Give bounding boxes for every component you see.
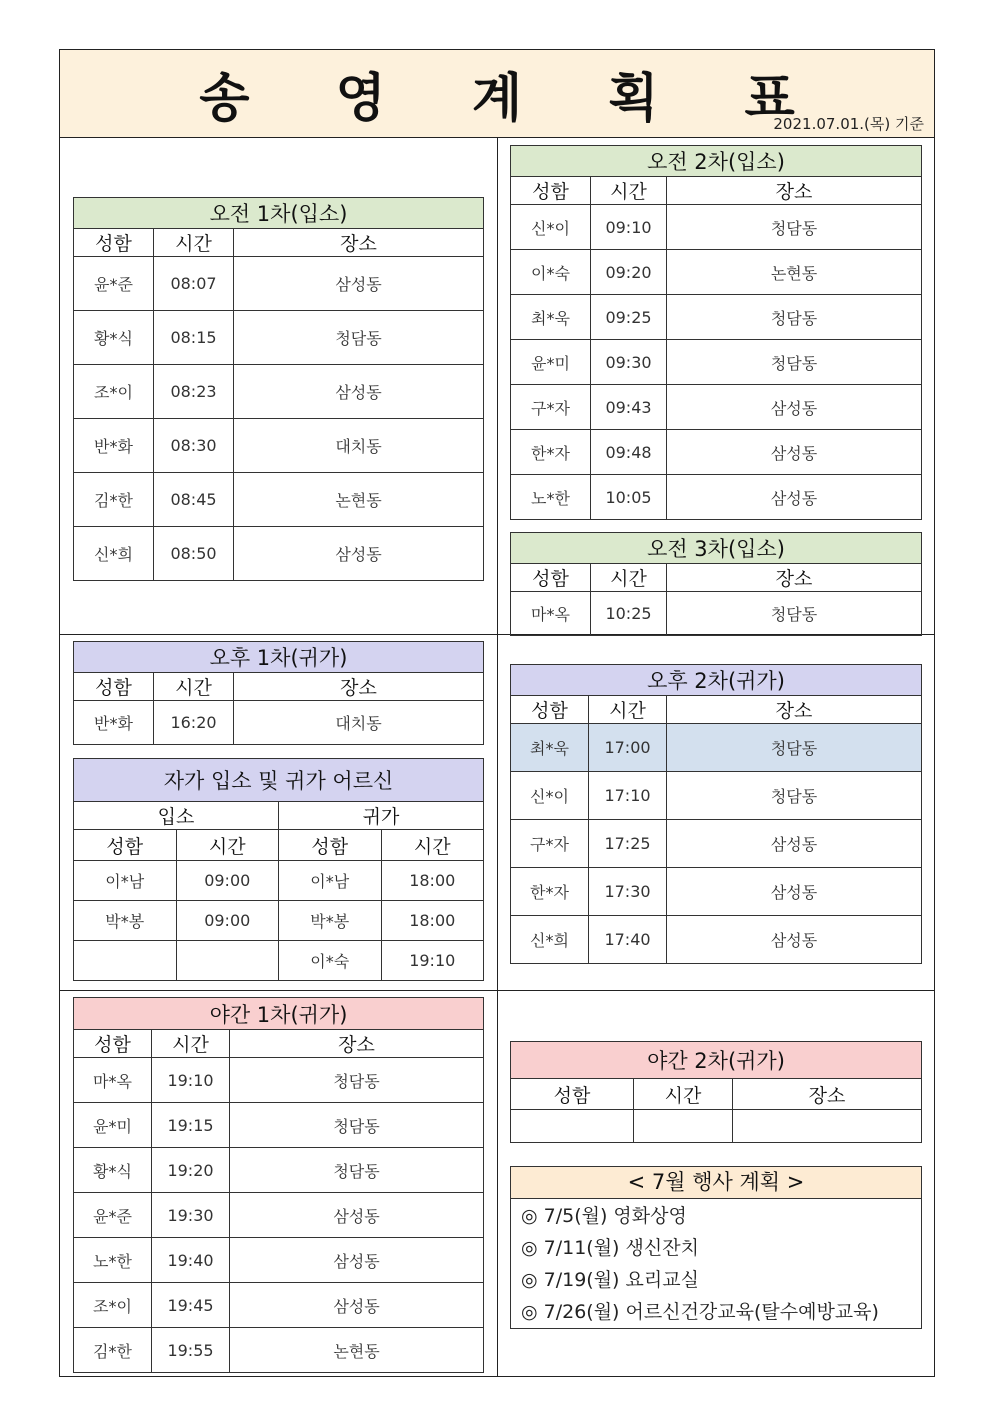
table-row xyxy=(511,772,922,820)
out-time-cell: 18:00 xyxy=(381,861,484,901)
col-name-header: 성함 xyxy=(74,229,154,257)
pm2-table xyxy=(510,664,922,964)
table-row xyxy=(74,1058,484,1103)
place-cell: 논현동 xyxy=(234,473,484,527)
time-cell: 17:40 xyxy=(589,916,667,964)
pm1-table xyxy=(73,641,484,745)
time-cell: 09:10 xyxy=(591,205,667,250)
table-row xyxy=(511,916,922,964)
place-cell: 삼성동 xyxy=(234,257,484,311)
time-cell: 08:15 xyxy=(154,311,234,365)
time-cell: 19:45 xyxy=(152,1283,230,1328)
name-cell: 마*옥 xyxy=(511,592,591,636)
self-caption: 자가 입소 및 귀가 어르신 xyxy=(74,759,484,802)
place-cell: 논현동 xyxy=(230,1328,484,1373)
time-cell: 08:45 xyxy=(154,473,234,527)
table-row xyxy=(511,430,922,475)
place-cell: 청담동 xyxy=(667,205,922,250)
col-place-header: 장소 xyxy=(230,1030,484,1058)
table-row xyxy=(74,701,484,745)
self-out-header: 귀가 xyxy=(279,802,484,830)
table-row xyxy=(511,340,922,385)
night1-table xyxy=(73,997,484,1373)
table-row xyxy=(74,1283,484,1328)
column-divider xyxy=(497,138,498,1377)
time-cell: 17:10 xyxy=(589,772,667,820)
col-name-header: 성함 xyxy=(511,696,589,724)
row-divider xyxy=(59,990,935,991)
in-time-cell xyxy=(176,941,279,981)
page-header xyxy=(59,49,935,138)
name-cell: 최*욱 xyxy=(511,295,591,340)
name-cell: 신*이 xyxy=(511,205,591,250)
table-row xyxy=(74,1238,484,1283)
event-item: ◎ 7/26(월) 어르신건강교육(탈수예방교육) xyxy=(521,1301,879,1323)
name-cell: 마*옥 xyxy=(74,1058,152,1103)
table-row xyxy=(74,365,484,419)
place-cell: 삼성동 xyxy=(230,1193,484,1238)
col-name-header: 성함 xyxy=(511,177,591,205)
table-row xyxy=(74,311,484,365)
night2-caption: 야간 2차(귀가) xyxy=(511,1042,922,1079)
place-cell: 삼성동 xyxy=(230,1238,484,1283)
name-cell: 노*한 xyxy=(74,1238,152,1283)
time-cell: 10:05 xyxy=(591,475,667,520)
table-row xyxy=(511,868,922,916)
time-cell: 08:07 xyxy=(154,257,234,311)
name-cell: 한*자 xyxy=(511,430,591,475)
name-cell: 김*한 xyxy=(74,473,154,527)
place-cell: 청담동 xyxy=(667,592,922,636)
table-row xyxy=(511,592,922,636)
col-time-header: 시간 xyxy=(154,673,234,701)
col-time-header: 시간 xyxy=(591,564,667,592)
time-cell: 08:30 xyxy=(154,419,234,473)
pm2-caption: 오후 2차(귀가) xyxy=(511,665,922,696)
col-place-header: 장소 xyxy=(667,696,922,724)
am2-caption: 오전 2차(입소) xyxy=(511,146,922,177)
table-row xyxy=(74,861,484,901)
place-cell: 청담동 xyxy=(667,724,922,772)
event-plan-box xyxy=(510,1166,922,1329)
col-name-header: 성함 xyxy=(511,564,591,592)
table-row xyxy=(74,257,484,311)
in-time-cell: 09:00 xyxy=(176,901,279,941)
place-cell: 청담동 xyxy=(230,1103,484,1148)
col-time-header: 시간 xyxy=(634,1079,733,1110)
night1-caption: 야간 1차(귀가) xyxy=(74,998,484,1030)
time-cell: 09:25 xyxy=(591,295,667,340)
col-name-header: 성함 xyxy=(279,830,382,861)
time-cell: 08:50 xyxy=(154,527,234,581)
time-cell: 19:15 xyxy=(152,1103,230,1148)
table-row xyxy=(511,724,922,772)
name-cell: 한*자 xyxy=(511,868,589,916)
self-in-header: 입소 xyxy=(74,802,279,830)
place-cell: 대치동 xyxy=(234,419,484,473)
name-cell: 윤*미 xyxy=(511,340,591,385)
name-cell: 신*이 xyxy=(511,772,589,820)
out-name-cell: 이*남 xyxy=(279,861,382,901)
col-name-header: 성함 xyxy=(74,830,177,861)
table-row xyxy=(74,941,484,981)
table-row xyxy=(74,901,484,941)
name-cell: 김*한 xyxy=(74,1328,152,1373)
time-cell: 17:25 xyxy=(589,820,667,868)
name-cell: 신*희 xyxy=(511,916,589,964)
in-name-cell xyxy=(74,941,177,981)
place-cell: 청담동 xyxy=(230,1148,484,1193)
col-time-header: 시간 xyxy=(154,229,234,257)
base-date: 2021.07.01.(목) 기준 xyxy=(773,115,924,133)
col-name-header: 성함 xyxy=(511,1079,634,1110)
table-row xyxy=(74,1148,484,1193)
place-cell: 삼성동 xyxy=(230,1283,484,1328)
out-name-cell: 박*봉 xyxy=(279,901,382,941)
self-transport-table xyxy=(73,758,484,981)
am3-caption: 오전 3차(입소) xyxy=(511,533,922,564)
col-place-header: 장소 xyxy=(667,177,922,205)
place-cell: 삼성동 xyxy=(667,820,922,868)
name-cell: 윤*미 xyxy=(74,1103,152,1148)
event-item: ◎ 7/11(월) 생신잔치 xyxy=(521,1237,699,1259)
in-name-cell: 이*남 xyxy=(74,861,177,901)
place-cell: 논현동 xyxy=(667,250,922,295)
event-item: ◎ 7/5(월) 영화상영 xyxy=(521,1205,687,1227)
name-cell xyxy=(511,1110,634,1143)
in-name-cell: 박*봉 xyxy=(74,901,177,941)
time-cell xyxy=(634,1110,733,1143)
col-place-header: 장소 xyxy=(234,229,484,257)
col-time-header: 시간 xyxy=(152,1030,230,1058)
table-row xyxy=(74,1328,484,1373)
name-cell: 황*식 xyxy=(74,311,154,365)
place-cell: 삼성동 xyxy=(234,365,484,419)
table-row xyxy=(511,250,922,295)
col-time-header: 시간 xyxy=(381,830,484,861)
table-row xyxy=(511,385,922,430)
time-cell: 16:20 xyxy=(154,701,234,745)
table-row xyxy=(511,820,922,868)
name-cell: 윤*준 xyxy=(74,257,154,311)
name-cell: 이*숙 xyxy=(511,250,591,295)
name-cell: 조*이 xyxy=(74,1283,152,1328)
place-cell: 청담동 xyxy=(230,1058,484,1103)
am2-table xyxy=(510,145,922,520)
place-cell: 삼성동 xyxy=(667,385,922,430)
out-time-cell: 18:00 xyxy=(381,901,484,941)
table-row xyxy=(511,1110,922,1143)
name-cell: 윤*준 xyxy=(74,1193,152,1238)
table-row xyxy=(511,295,922,340)
out-time-cell: 19:10 xyxy=(381,941,484,981)
col-time-header: 시간 xyxy=(591,177,667,205)
time-cell: 19:40 xyxy=(152,1238,230,1283)
place-cell: 청담동 xyxy=(234,311,484,365)
table-row xyxy=(511,475,922,520)
name-cell: 조*이 xyxy=(74,365,154,419)
time-cell: 09:30 xyxy=(591,340,667,385)
table-row xyxy=(511,205,922,250)
table-row xyxy=(74,527,484,581)
table-row xyxy=(74,419,484,473)
col-place-header: 장소 xyxy=(733,1079,922,1110)
time-cell: 19:10 xyxy=(152,1058,230,1103)
time-cell: 19:20 xyxy=(152,1148,230,1193)
am3-table xyxy=(510,532,922,636)
page-title: 송 영 계 획 표 xyxy=(199,69,829,129)
event-plan-caption: < 7월 행사 계획 > xyxy=(511,1167,921,1199)
place-cell xyxy=(733,1110,922,1143)
place-cell: 청담동 xyxy=(667,295,922,340)
table-row xyxy=(74,1103,484,1148)
table-row xyxy=(74,473,484,527)
col-place-header: 장소 xyxy=(667,564,922,592)
place-cell: 대치동 xyxy=(234,701,484,745)
name-cell: 구*자 xyxy=(511,820,589,868)
in-time-cell: 09:00 xyxy=(176,861,279,901)
time-cell: 19:30 xyxy=(152,1193,230,1238)
place-cell: 청담동 xyxy=(667,340,922,385)
place-cell: 청담동 xyxy=(667,772,922,820)
name-cell: 최*욱 xyxy=(511,724,589,772)
time-cell: 09:48 xyxy=(591,430,667,475)
time-cell: 08:23 xyxy=(154,365,234,419)
time-cell: 17:30 xyxy=(589,868,667,916)
place-cell: 삼성동 xyxy=(667,868,922,916)
name-cell: 노*한 xyxy=(511,475,591,520)
time-cell: 09:20 xyxy=(591,250,667,295)
event-item: ◎ 7/19(월) 요리교실 xyxy=(521,1269,699,1291)
name-cell: 구*자 xyxy=(511,385,591,430)
time-cell: 17:00 xyxy=(589,724,667,772)
name-cell: 반*화 xyxy=(74,419,154,473)
place-cell: 삼성동 xyxy=(667,475,922,520)
col-place-header: 장소 xyxy=(234,673,484,701)
pm1-caption: 오후 1차(귀가) xyxy=(74,642,484,673)
name-cell: 신*희 xyxy=(74,527,154,581)
name-cell: 반*화 xyxy=(74,701,154,745)
out-name-cell: 이*숙 xyxy=(279,941,382,981)
night2-table xyxy=(510,1041,922,1143)
table-row xyxy=(74,1193,484,1238)
am1-caption: 오전 1차(입소) xyxy=(74,198,484,229)
name-cell: 황*식 xyxy=(74,1148,152,1193)
am1-table xyxy=(73,197,484,581)
place-cell: 삼성동 xyxy=(667,916,922,964)
col-name-header: 성함 xyxy=(74,1030,152,1058)
time-cell: 19:55 xyxy=(152,1328,230,1373)
place-cell: 삼성동 xyxy=(234,527,484,581)
col-time-header: 시간 xyxy=(589,696,667,724)
time-cell: 10:25 xyxy=(591,592,667,636)
place-cell: 삼성동 xyxy=(667,430,922,475)
time-cell: 09:43 xyxy=(591,385,667,430)
col-time-header: 시간 xyxy=(176,830,279,861)
col-name-header: 성함 xyxy=(74,673,154,701)
